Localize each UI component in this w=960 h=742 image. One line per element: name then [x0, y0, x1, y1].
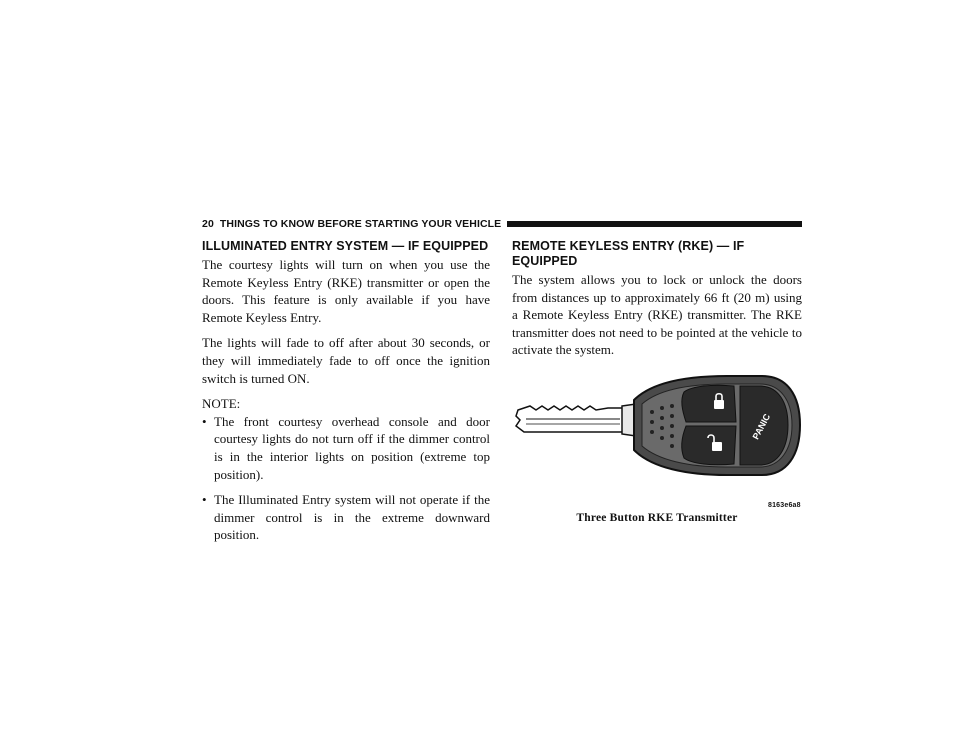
rke-paragraph-1: The system allows you to lock or unlock the doors from distances up to approximately 66 ft (20 m) using a Remote Keyless Entry (RKE) transmitter. The RKE transmitter does not need to be pointed at the vehicle to activate the system.: [512, 272, 802, 358]
note-item-2: [202, 491, 490, 544]
note-item-text: The Illuminated Entry system will not operate if the dimmer control is in the extreme downward position.: [214, 492, 490, 543]
figure-code: 8163e6a8: [768, 502, 801, 509]
note-item-1: [202, 413, 490, 483]
bullet-icon: •: [202, 492, 207, 508]
bullet-icon: •: [202, 413, 207, 429]
note-label: NOTE:: [202, 396, 241, 412]
figure-caption: Three Button RKE Transmitter: [576, 512, 738, 524]
lock-button: [682, 385, 736, 422]
section-title: THINGS TO KNOW BEFORE STARTING YOUR VEHICLE: [219, 218, 502, 230]
page-number: 20: [202, 218, 214, 230]
note-item-text: The front courtesy overhead console and door courtesy lights do not turn off if the dimmer control is in the interior lights on position (extreme top position).: [214, 413, 490, 482]
illuminated-entry-paragraph-2: The lights will fade to off after about 30 seconds, or they will immediately fade to off once the ignition switch is turned ON.: [202, 335, 490, 386]
key-fob-illustration: [512, 370, 802, 515]
illuminated-entry-paragraph-1: The courtesy lights will turn on when you use the Remote Keyless Entry (RKE) transmitter or open the doors. This feature is only available if you have Remote Keyless Entry.: [202, 257, 490, 325]
unlock-button: [682, 426, 736, 465]
illuminated-entry-heading: ILLUMINATED ENTRY SYSTEM — IF EQUIPPED: [202, 239, 489, 253]
right-column: [512, 239, 802, 367]
rke-transmitter-figure: [512, 370, 802, 515]
page-header: [202, 218, 802, 230]
panic-button: [740, 386, 788, 465]
header-rule: [507, 221, 802, 227]
panic-label: PANIC: [750, 412, 773, 442]
left-column: [202, 239, 490, 552]
key-blade: [516, 406, 624, 432]
note-list: [202, 413, 490, 544]
rke-heading: REMOTE KEYLESS ENTRY (RKE) — IF EQUIPPED: [512, 239, 745, 268]
